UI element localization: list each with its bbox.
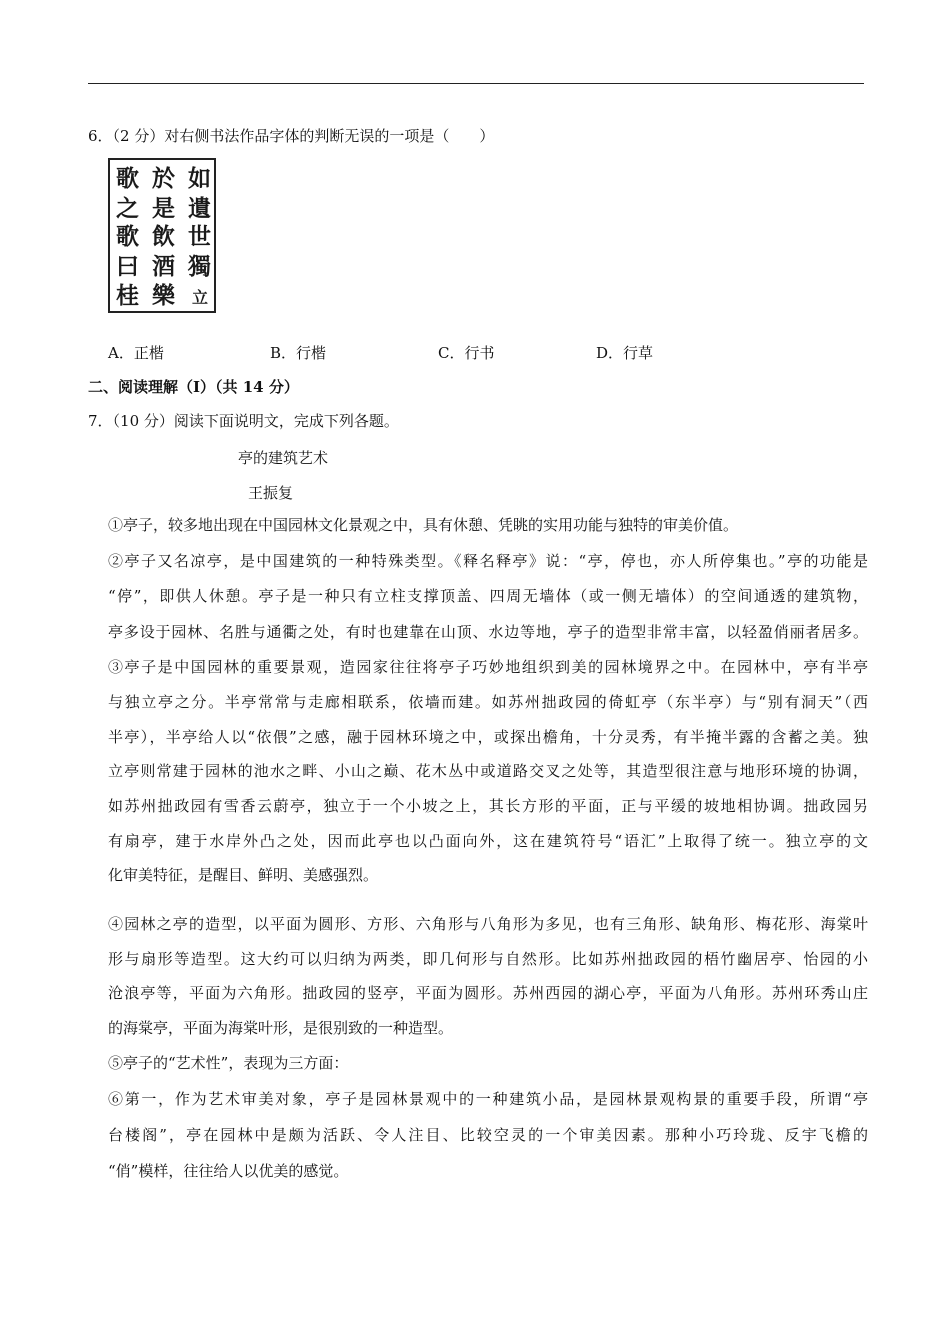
svg-text:是: 是 bbox=[152, 195, 175, 222]
article-author: 王振复 bbox=[248, 484, 294, 502]
paragraph-line: “俏”模样，往往给人以优美的感觉。 bbox=[108, 1162, 349, 1180]
article-title: 亭的建筑艺术 bbox=[238, 449, 329, 467]
svg-text:於: 於 bbox=[152, 165, 175, 192]
section-heading: 二、阅读理解（Ⅰ）（共 14 分） bbox=[88, 378, 299, 396]
paragraph-line: 化审美特征，是醒目、鲜明、美感强烈。 bbox=[108, 866, 379, 884]
svg-text:歌: 歌 bbox=[116, 165, 139, 192]
calligraphy-artwork bbox=[110, 160, 214, 311]
svg-text:獨: 獨 bbox=[188, 253, 211, 280]
svg-text:曰: 曰 bbox=[116, 253, 139, 280]
svg-text:桂: 桂 bbox=[116, 282, 139, 309]
paragraph-line: ③亭子是中国园林的重要景观，造园家往往将亭子巧妙地组织到美的园林境界之中。在园林中，亭有半亭 bbox=[108, 658, 868, 676]
paragraph-line: 形与扇形等造型。这大约可以归纳为两类，即几何形与自然形。比如苏州拙政园的梧竹幽居亭、怡园的小 bbox=[108, 950, 868, 968]
option-d[interactable]: D．行草 bbox=[596, 344, 654, 362]
paragraph-line: 半亭），半亭给人以“依偎”之感，融于园林环境之中，或探出檐角，十分灵秀，有半掩半露的含蓄之美。独 bbox=[108, 728, 868, 746]
question-6-stem: 6．（2 分）对右侧书法作品字体的判断无误的一项是（ ） bbox=[88, 127, 495, 145]
paragraph-line: 沧浪亭等，平面为六角形。拙政园的竖亭，平面为圆形。苏州西园的湖心亭，平面为八角形。苏州环秀山庄 bbox=[108, 984, 868, 1002]
svg-text:立: 立 bbox=[192, 288, 209, 307]
option-b[interactable]: B．行楷 bbox=[270, 344, 327, 362]
question-7-stem: 7．（10 分）阅读下面说明文，完成下列各题。 bbox=[88, 412, 399, 430]
svg-text:樂: 樂 bbox=[152, 282, 175, 309]
option-c[interactable]: C．行书 bbox=[438, 344, 495, 362]
question-6-options bbox=[108, 343, 768, 365]
calligraphy-image bbox=[108, 158, 216, 313]
option-a[interactable]: A．正楷 bbox=[108, 344, 164, 362]
paragraph-line: 立亭则常建于园林的池水之畔、小山之巅、花木丛中或道路交叉之处等，其造型很注意与地形环境的协调， bbox=[108, 762, 868, 780]
paragraph-line: 亭多设于园林、名胜与通衢之处，有时也建靠在山顶、水边等地，亭子的造型非常丰富，以轻盈俏丽者居多。 bbox=[108, 623, 868, 641]
paragraph-line: 如苏州拙政园有雪香云蔚亭，独立于一个小坡之上，其长方形的平面，正与平缓的坡地相协调。拙政园另 bbox=[108, 797, 868, 815]
paragraph-line: “停”，即供人休憩。亭子是一种只有立柱支撑顶盖、四周无墙体（或一侧无墙体）的空间通透的建筑物， bbox=[108, 587, 868, 605]
paragraph-line: 台楼阁”，亭在园林中是颇为活跃、令人注目、比较空灵的一个审美因素。那种小巧玲珑、反宇飞檐的 bbox=[108, 1126, 868, 1144]
paragraph-line: 的海棠亭，平面为海棠叶形，是很别致的一种造型。 bbox=[108, 1019, 454, 1037]
paragraph-line: ②亭子又名凉亭，是中国建筑的一种特殊类型。《释名释亭》说：“亭，停也，亦人所停集也。”亭的功能是 bbox=[108, 552, 868, 570]
header-rule bbox=[88, 83, 864, 84]
svg-text:如: 如 bbox=[188, 165, 211, 192]
svg-text:之: 之 bbox=[116, 195, 139, 222]
paragraph-line: ④园林之亭的造型，以平面为圆形、方形、六角形与八角形为多见，也有三角形、缺角形、梅花形、海棠叶 bbox=[108, 915, 868, 933]
svg-text:歌: 歌 bbox=[116, 223, 139, 250]
svg-text:世: 世 bbox=[188, 223, 211, 250]
paragraph-line: 与独立亭之分。半亭常常与走廊相联系，依墙而建。如苏州拙政园的倚虹亭（东半亭）与“别有洞天”（西 bbox=[108, 693, 868, 711]
paragraph-line: ⑤亭子的“艺术性”，表现为三方面： bbox=[108, 1054, 349, 1072]
paragraph-line: ⑥第一，作为艺术审美对象，亭子是园林景观中的一种建筑小品，是园林景观构景的重要手段，所谓“亭 bbox=[108, 1090, 868, 1108]
paragraph-line: ①亭子，较多地出现在中国园林文化景观之中，具有休憩、凭眺的实用功能与独特的审美价值。 bbox=[108, 516, 739, 534]
paragraph-line: 有扇亭，建于水岸外凸之处，因而此亭也以凸面向外，这在建筑符号“语汇”上取得了统一。独立亭的文 bbox=[108, 832, 868, 850]
svg-text:遺: 遺 bbox=[188, 195, 211, 222]
svg-text:酒: 酒 bbox=[152, 253, 175, 280]
svg-text:飲: 飲 bbox=[152, 223, 175, 250]
